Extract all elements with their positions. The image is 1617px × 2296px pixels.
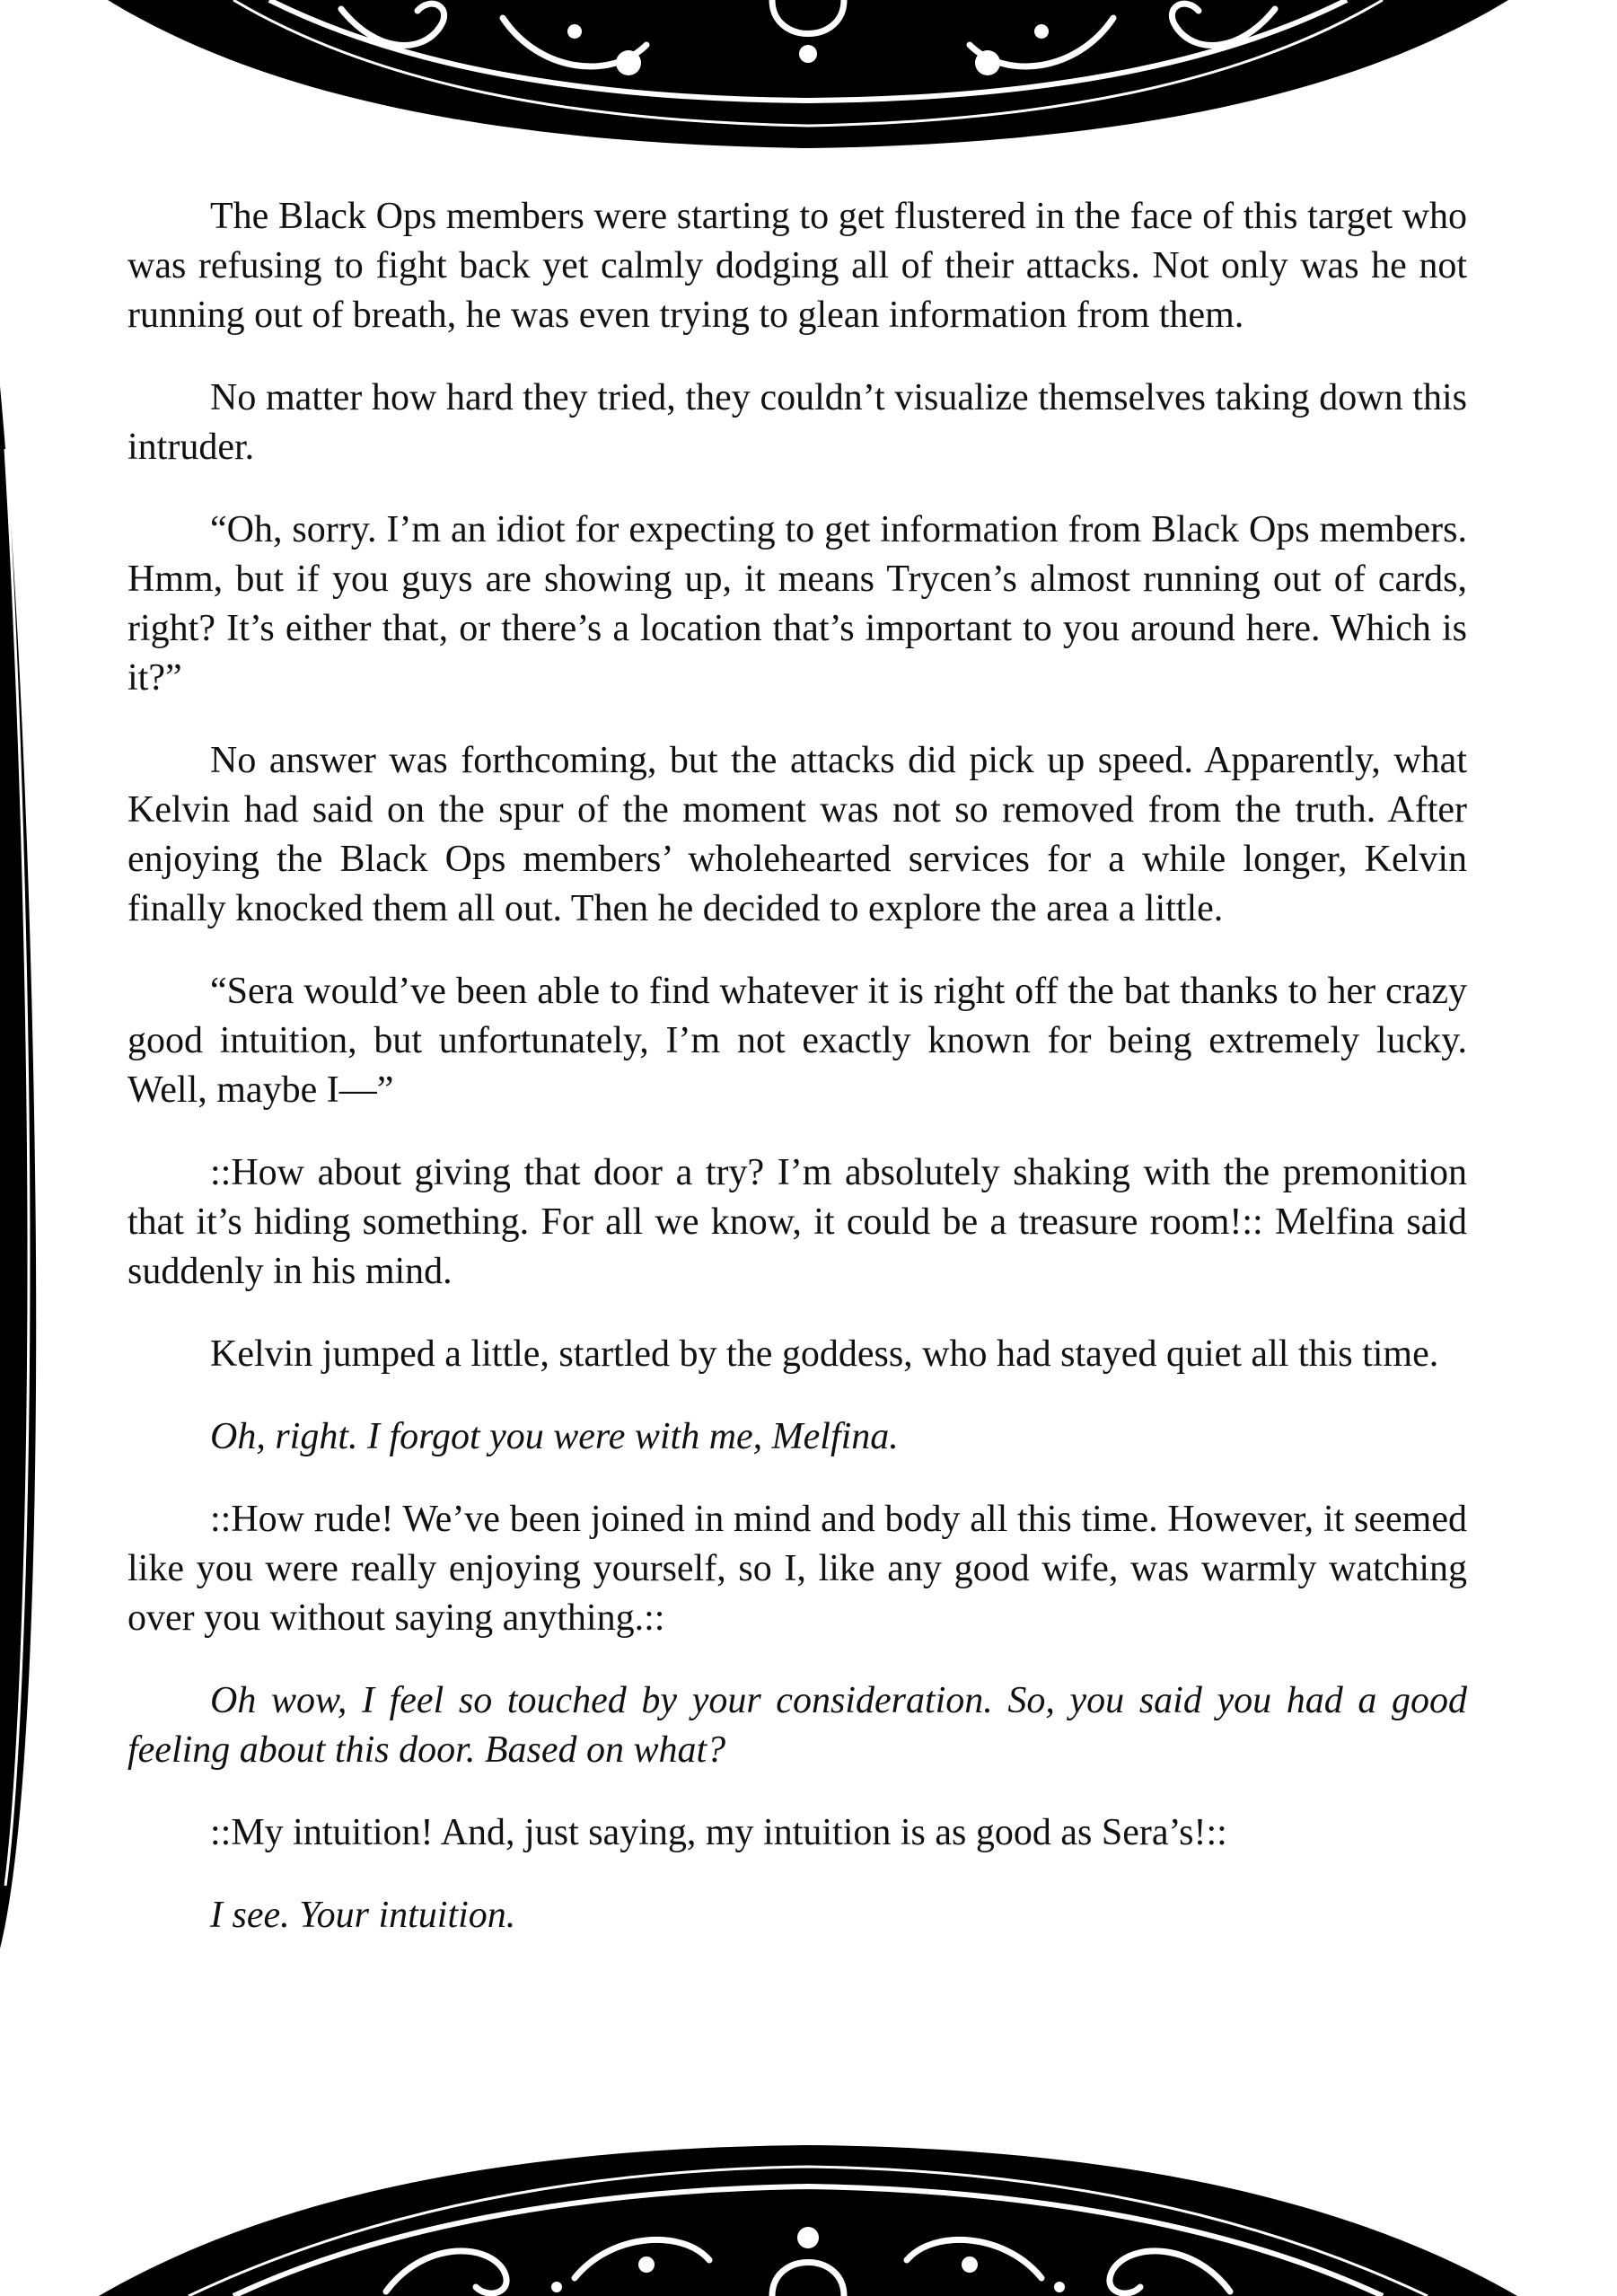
paragraph: No matter how hard they tried, they couldn’t visualize themselves taking down this intruder. [127,377,1467,468]
top-ornament [0,0,1617,157]
paragraph: No answer was forthcoming, but the attacks did pick up speed. Apparently, what Kelvin had said on the spur of the moment was not so removed from the truth. After enjoying the Black Ops members’ wholehearted services for a while longer, Kelvin finally knocked them all out. Then he decided to explore the area a little. [127,740,1467,929]
paragraph: ::How about giving that door a try? I’m absolutely shaking with the premonition that it’s hiding something. For all we know, it could be a treasure room!:: Melfina said suddenly in his mind. [127,1152,1467,1292]
paragraph: Kelvin jumped a little, startled by the goddess, who had stayed quiet all this time. [210,1333,1439,1375]
paragraph-italic: Oh wow, I feel so touched by your consideration. So, you said you had a good feeling about this door. Based on what? [127,1680,1467,1771]
paragraph-italic: I see. Your intuition. [210,1895,516,1936]
bottom-ornament [0,2143,1617,2296]
body-text [127,192,1467,1974]
paragraph: The Black Ops members were starting to get flustered in the face of this target who was refusing to fight back yet calmly dodging all of their attacks. Not only was he not running out of breath, he was even trying to glean information from them. [127,196,1467,336]
paragraph: ::How rude! We’ve been joined in mind and body all this time. However, it seemed like you were really enjoying yourself, so I, like any good wife, was warmly watching over you without saying anything.:: [127,1499,1467,1639]
paragraph-italic: Oh, right. I forgot you were with me, Melfina. [210,1416,899,1457]
left-ornament [0,0,54,2296]
paragraph: ::My intuition! And, just saying, my intuition is as good as Sera’s!:: [210,1812,1227,1853]
paragraph: “Oh, sorry. I’m an idiot for expecting to get information from Black Ops members. Hmm, but if you guys are showing up, it means Trycen’s almost running out of cards, right? It’s either that, or there’s a location that’s important to you around here. Which is it?” [127,509,1467,699]
paragraph: “Sera would’ve been able to find whatever it is right off the bat thanks to her crazy good intuition, but unfortunately, I’m not exactly known for being extremely lucky. Well, maybe I—” [127,971,1467,1111]
